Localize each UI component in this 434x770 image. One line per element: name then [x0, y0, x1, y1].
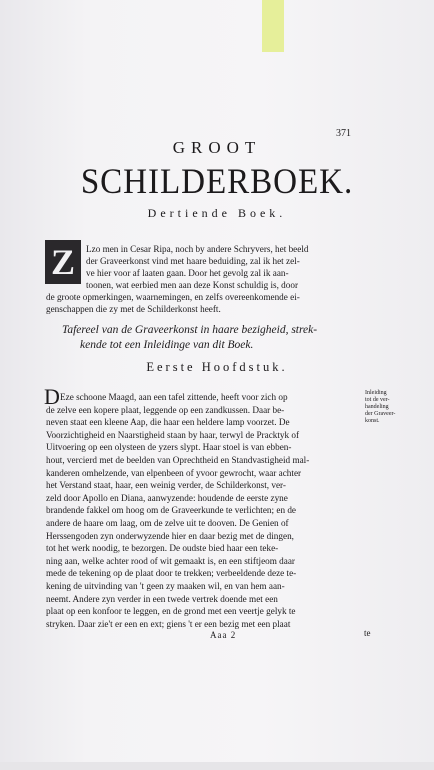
margin-note-line: Inleiding [365, 390, 387, 396]
body-line: zeld door Apollo en Diana, aanwyzende: houdende de eerste zyne [46, 492, 288, 503]
body-line: andere de haare om laag, om de zelve uit te dooven. De Genien of [46, 518, 289, 528]
intro-line: genschappen die zy met de Schilderkonst heeft. [46, 304, 221, 314]
chapter-heading: Eerste Hoofdstuk. [146, 360, 288, 374]
body-line: Voorzichtigheid en Naarstigheid staan by haar, terwyl de Pracktyk of [46, 429, 300, 440]
body-line: neven staat een kleene Aap, die haar een heldere lamp voorzet. De [46, 417, 290, 428]
intro-line: Lzo men in Cesar Ripa, noch by andere Schryvers, het beeld [86, 244, 309, 254]
intro-line: toonen, wat eerbied men aan deze Konst schuldig is, door [86, 280, 299, 290]
bottom-edge [0, 762, 434, 770]
body-line: brandende fakkel om hoog om de Graveerkunde te verlichten; en de [46, 505, 297, 516]
margin-note-line: konst. [365, 418, 380, 424]
page-number: 371 [336, 128, 351, 139]
catchword: te [364, 628, 371, 638]
page-title: SCHILDERBOEK. [80, 161, 354, 201]
body-line: plaat op een konfoor te leggen, en de grond met een veertje gelyk te [46, 606, 296, 617]
body-line: hout, vercierd met de beelden van Oprechtheid en Standvastigheid mal- [46, 455, 310, 465]
body-line: tot het werk noodig, te bezorgen. De oudste bied haar een teke- [46, 543, 279, 554]
sticky-tab [262, 0, 284, 52]
section-title-line: kende tot een Inleidinge van dit Boek. [80, 339, 254, 351]
intro-line: der Graveerkonst vind met haare beduiding, zal ik het zel- [86, 256, 300, 266]
body-line: Herssengoden zyn onderwyzende hier en daar bezig met de dingen, [46, 530, 294, 541]
signature-mark: Aaa 2 [210, 630, 237, 640]
body-line: neemt. Andere zyn verder in een twede vertrek doende met een [46, 593, 278, 604]
margin-note-line: der Graveer- [365, 411, 396, 417]
body-line: Uitvoering op een olysteen de yzers slypt. Haar stoel is van ebben- [46, 442, 292, 453]
intro-line: ve hier voor af laaten gaan. Door het gevolg zal ik aan- [86, 268, 289, 278]
body-line: ning aan, welke achter rood of wit gemaakt is, en een stiftjeom daar [46, 555, 295, 566]
margin-note-line: tot de ver- [365, 397, 390, 403]
body-drop-cap: D [44, 384, 60, 409]
title-top: GROOT [172, 138, 262, 157]
section-title-line: Tafereel van de Graveerkonst in haare bezigheid, strek- [62, 324, 318, 336]
margin-note-line: handeling [365, 404, 389, 410]
body-line: kening de uitvinding van 't geen zy maaken wil, en van hem aan- [46, 581, 285, 591]
body-line: de zelve een kopere plaat, leggende op een zandkussen. Daar be- [46, 404, 285, 415]
body-line: het Verstand staat, haar, een weinig verder, de Schilderkonst, ver- [46, 480, 286, 491]
body-line: kanderen omhelzende, van elpenbeen of yvoor gewrocht, waar achter [46, 467, 302, 478]
body-line: mede de tekening op de plaat door te trekken; verbeeldende deze te- [46, 568, 297, 579]
book-heading: Dertiende Boek. [147, 206, 287, 220]
body-line: stryken. Daar zie't er een en ext; giens 't er een bezig met een plaat [46, 618, 291, 629]
body-line: Eze schoone Maagd, aan een tafel zittende, heeft voor zich op [60, 392, 288, 402]
drop-cap: Z [45, 240, 81, 284]
intro-line: de groote opmerkingen, waarnemingen, en zelfs overeenkomende ei- [46, 292, 300, 302]
